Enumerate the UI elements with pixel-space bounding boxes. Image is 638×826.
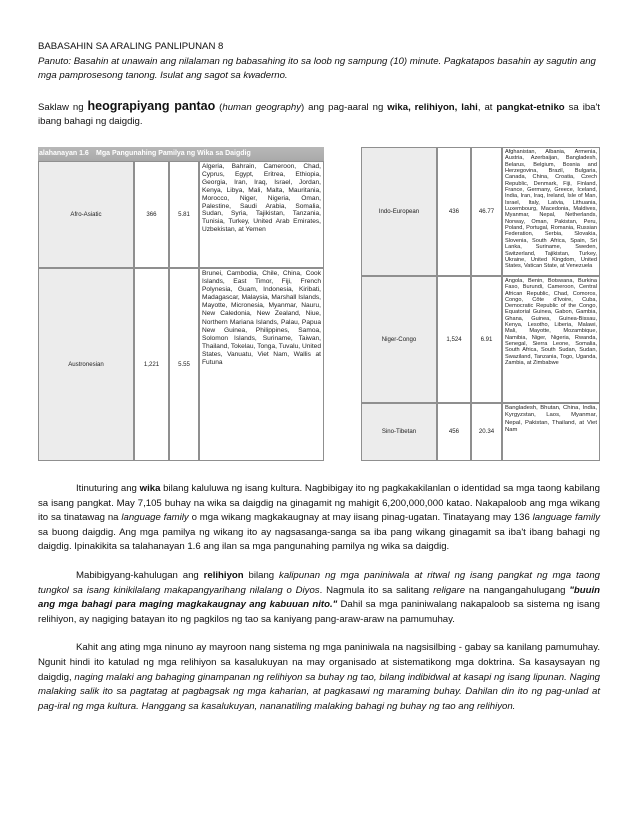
table-cell-percent: 5.55: [169, 268, 199, 461]
para-text: sa buong daigdig. Ang mga pamilya ng wikang ito ay nagsasanga-sanga sa iba pang wikang ginagamit sa iba't ibang bahagi ng daigdig. Ipinakikita sa talahanayan 1.6 ang ilan sa mga pangunahing pamilya ng wika sa daigdig.: [38, 526, 600, 553]
intro-text: Saklaw ng: [38, 101, 88, 113]
table-cell-number: 1,524: [437, 276, 471, 403]
table-cell-countries: Bangladesh, Bhutan, China, India, Kyrgyzstan, Laos, Myanmar, Nepal, Pakistan, Thailand, at Viet Nam: [502, 403, 600, 461]
intro-text: (: [215, 101, 223, 113]
term-relihiyon: relihiyon: [203, 569, 244, 581]
table-cell-family: Afro-Asiatic: [38, 161, 134, 268]
table-cell-number: 436: [437, 147, 471, 276]
table-cell-number: 366: [134, 161, 169, 268]
table-cell-countries: Algeria, Bahrain, Cameroon, Chad, Cyprus, Egypt, Eritrea, Ethiopia, Georgia, Iran, Iraq, Israel, Jordan, Kenya, Libya, Mali, Malta, Mauritania, Morocco, Niger, Nigeria, Oman, Palestine, Saudi Arabia, Somalia, Sudan, Syria, Tajikistan, Tanzania, Tunisia, Turkey, United Arab Emirates, Uzbekistan, at Yemen: [199, 161, 324, 268]
table-cell-number: 1,221: [134, 268, 169, 461]
para-text: bilang: [243, 569, 280, 581]
table-cell-countries: Brunei, Cambodia, Chile, China, Cook Islands, East Timor, Fiji, French Polynesia, Guam, Indonesia, Kiribati, Madagascar, Malaysia, Marshall Islands, Mayotte, Micronesia, Myanmar, Nauru, New Caledonia, New Zealand, Niue, Northern Mariana Islands, Palau, Papua New Guinea, Philippines, Samoa, Solomon Islands, Suriname, Taiwan, Thailand, Tokelau, Tonga, Tuvalu, United States, Vanuatu, Viet Nam, Wallis at Futuna: [199, 268, 324, 461]
language-family-table: [38, 147, 600, 461]
paragraph-ninuno: [38, 641, 600, 714]
religare-meaning: "buuin ang mga bahagi para maging magkakaugnay ang kabuuan nito.": [38, 584, 600, 611]
para-text: Dahil sa mga paniniwalang nakapaloob sa sistema ng isang relihiyon, ay nagiging batayan ito ng pagkilos ng tao sa kaniyang pang-araw-araw na pamumuhay.: [38, 599, 600, 625]
table-cell-percent: 20.34: [471, 403, 502, 461]
para-text: Itinuturing ang: [76, 483, 140, 494]
para-text: Kahit ang ating mga ninuno ay mayroon nang sistema ng mga paniniwala na nagsisilbing - gabay sa kanilang pamumuhay. Ngunit hindi ito katulad ng mga relihiyon sa kasalukuyan na may organisado at sistematikong mga doktrina. Sa kasaysayan ng daigdig,: [38, 642, 600, 683]
table-cell-family: Austronesian: [38, 268, 134, 461]
para-italic-text: naging malaki ang bahaging ginampanan ng relihiyon sa buhay ng tao, bilang indibidwal at kasapi ng isang lipunan. Naging malaking salik ito sa pagtatag at pagbagsak ng mga kaharian, at pagkasawi ng maraming buhay. Dahilan din ito ng pag-unlad at pag-iral ng mga kultura. Hanggang sa kasalukuyan, nananatiling malaking bahagi ng buhay ng tao ang relihiyon.: [38, 671, 600, 712]
intro-bold-term: pangkat-etniko: [496, 101, 565, 113]
definition-relihiyon: kalipunan ng mga paniniwala at ritwal ng isang pangkat ng mga taong tungkol sa isang kinikilalang makapangyarihang nilalang o Diyos: [38, 569, 601, 596]
term-english: human geography: [222, 101, 302, 113]
document-page: [38, 40, 600, 130]
table-cell-percent: 46.77: [471, 147, 502, 276]
para-text: . Nagmula ito sa salitang: [319, 584, 434, 596]
table-cell-family: Indo-European: [361, 147, 437, 276]
para-text: bilang kaluluwa ng isang kultura. Nagbibigay ito ng pagkakakilanlan o identidad sa mga taong kabilang sa isang pangkat. May 7,105 buhay na wika sa daigdig na ginagamit ng mahigit 6,200,000,000 katao. Nakapaloob ang mga wikang ito sa tinatawag na: [38, 483, 600, 524]
instructions: Panuto: Basahin at unawain ang nilalaman ng babasahing ito sa loob ng sampung (10) minute. Pagkatapos basahin ay sagutin ang mga pamprosesong tanong. Isulat ang sagot sa kwaderno.: [38, 55, 596, 82]
table-cell-number: 456: [437, 403, 471, 461]
table-cell-countries: Angola, Benin, Botswana, Burkina Faso, Burundi, Cameroon, Central African Republic, Chad, Comoros, Congo, Côte d'Ivoire, Cuba, Democratic Republic of the Congo, Equatorial Guinea, Gabon, Gambia, Ghana, Guinea, Guinea-Bissau, Kenya, Lesotho, Liberia, Malawi, Mali, Mayotte, Mozambique, Namibia, Niger, Nigeria, Rwanda, Senegal, Sierra Leone, Somalia, South Africa, South Sudan, Sudan, Swaziland, Tanzania, Togo, Uganda, Zambia, at Zimbabwe: [502, 276, 600, 403]
document-title: BABASAHIN SA ARALING PANLIPUNAN 8: [38, 41, 224, 52]
para-text: o mga wikang magkakaugnay at may iisang pinag-ugatan. Tinatayang may 136: [188, 512, 533, 524]
table-cell-percent: 5.81: [169, 161, 199, 268]
table-cell-percent: 6.91: [471, 276, 502, 403]
intro-text: , at: [477, 101, 497, 113]
paragraph-wika: [38, 482, 600, 555]
intro-paragraph: [38, 99, 600, 130]
intro-text: sa iba't ibang bahagi ng daigdig.: [38, 101, 601, 128]
term-human-geography: heograpiyang pantao: [87, 98, 216, 113]
term-wika: wika: [139, 483, 161, 494]
table-cell-countries: Afghanistan, Albania, Armenia, Austria, Azerbaijan, Bangladesh, Belarus, Belgium, Bosnia and Herzegovina, Brazil, Bulgaria, Canada, China, Croatia, Czech Republic, Denmark, Fiji, Finland, France, Germany, Greece, Iceland, India, Iran, Iraq, Ireland, Isle of Man, Israel, Italy, Latvia, Lithuania, Luxembourg, Macedonia, Maldives, Myanmar, Nepal, Netherlands, Norway, Oman, Pakistan, Peru, Poland, Portugal, Romania, Russian Federation, Serbia, Slovakia, Slovenia, South Africa, Spain, Sri Lanka, Suriname, Sweden, Switzerland, Tajikistan, Turkey, Ukraine, United Kingdom, United States, Vatican State, at Venezuela: [502, 147, 600, 276]
para-text: Mabibigyang-kahulugan ang: [76, 569, 204, 581]
table-header-bar: [38, 147, 324, 161]
table-cell-family: Niger-Congo: [361, 276, 437, 403]
para-text: na nangangahulugang: [465, 584, 570, 596]
intro-bold-terms: wika, relihiyon, lahi: [387, 101, 478, 113]
intro-text: ) ang pag-aaral ng: [301, 101, 388, 113]
table-caption: alahanayan 1.6: [39, 150, 89, 157]
term-language-family: language family: [532, 512, 601, 524]
table-heading: Mga Pangunahing Pamilya ng Wika sa Daigdig: [96, 150, 251, 157]
term-religare: religare: [433, 584, 466, 596]
term-language-family: language family: [121, 512, 189, 524]
table-cell-family: Sino-Tibetan: [361, 403, 437, 461]
paragraph-relihiyon: [38, 569, 600, 627]
body-text: [38, 482, 600, 714]
